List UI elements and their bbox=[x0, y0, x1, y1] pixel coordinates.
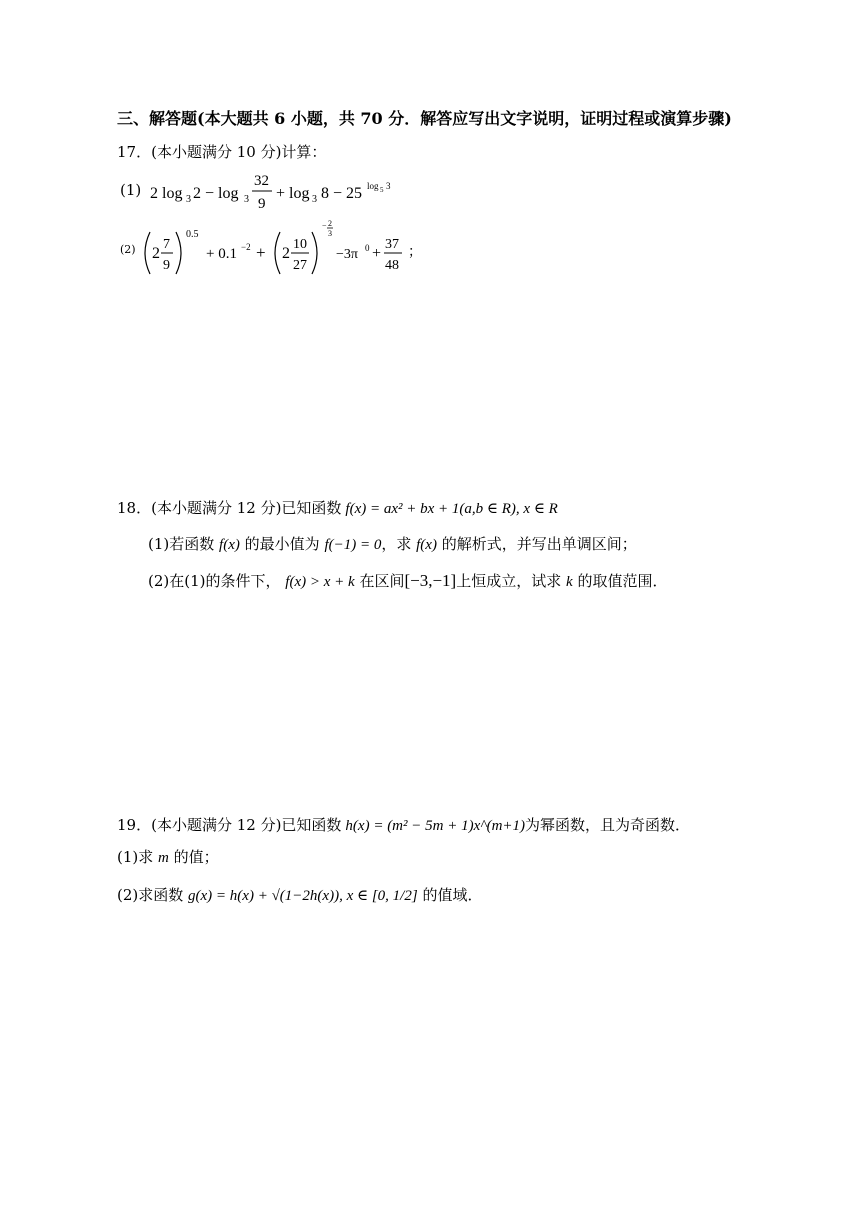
q19-p1-text-b: 的值； bbox=[173, 848, 219, 866]
q19-part2 bbox=[117, 880, 482, 911]
question-17-header: 17．(本小题满分 10 分)计算： bbox=[117, 143, 327, 161]
q19-p2-text-b: 的值域． bbox=[422, 886, 483, 904]
q18-p2-text-a: (2)在(1)的条件下， bbox=[148, 572, 281, 590]
q17-part1-label: (1) bbox=[120, 181, 142, 199]
q18-p1-text-b: 的最小值为 bbox=[244, 535, 320, 553]
q18-header-math: f(x) = ax² + bx + 1(a,b ∈ R), x ∈ R bbox=[345, 501, 558, 517]
svg-text:+ log: + log bbox=[276, 185, 310, 202]
svg-text:9: 9 bbox=[258, 196, 266, 212]
svg-text:3: 3 bbox=[386, 181, 391, 191]
q18-p1-text-d: 的解析式，并写出单调区间； bbox=[441, 535, 637, 553]
section-title: 三、解答题(本大题共 6 小题，共 70 分．解答应写出文字说明，证明过程或演算步骤) bbox=[117, 109, 732, 128]
svg-text:−: − bbox=[322, 221, 327, 230]
svg-text:+: + bbox=[256, 243, 266, 262]
q18-part1 bbox=[148, 529, 637, 560]
q17-part1 bbox=[120, 172, 420, 212]
svg-text:+ 0.1: + 0.1 bbox=[206, 246, 237, 262]
svg-text:log: log bbox=[367, 181, 379, 191]
q19-part1 bbox=[117, 842, 219, 873]
q18-p2-text-c: 上恒成立，试求 bbox=[456, 572, 562, 590]
q17-part1-formula bbox=[150, 172, 420, 212]
q17-part2 bbox=[120, 216, 420, 280]
svg-text:2: 2 bbox=[152, 245, 160, 262]
q18-part2 bbox=[148, 566, 667, 597]
q17-part2-formula bbox=[138, 216, 410, 280]
question-19-header bbox=[117, 810, 690, 841]
svg-text:3: 3 bbox=[244, 194, 249, 205]
q19-header-tail: 为幂函数，且为奇函数． bbox=[525, 816, 691, 834]
svg-text:−3π: −3π bbox=[336, 247, 358, 262]
svg-text:0: 0 bbox=[365, 243, 370, 253]
svg-text:37: 37 bbox=[385, 237, 399, 252]
q18-p2-interval: [−3,−1] bbox=[404, 571, 457, 590]
q18-p2-text-b: 在区间 bbox=[359, 572, 405, 590]
svg-text:9: 9 bbox=[163, 258, 170, 273]
svg-text:48: 48 bbox=[385, 258, 399, 273]
q19-p2-math: g(x) = h(x) + √(1−2h(x)), x ∈ [0, 1/2] bbox=[188, 888, 418, 904]
question-18-header bbox=[117, 493, 558, 524]
svg-text:3: 3 bbox=[328, 229, 332, 238]
q18-p2-text-d: 的取值范围． bbox=[577, 572, 668, 590]
svg-text:27: 27 bbox=[293, 258, 307, 273]
q19-p1-m: m bbox=[158, 850, 169, 866]
svg-text:−2: −2 bbox=[241, 242, 251, 252]
q19-header-text: 19．(本小题满分 12 分)已知函数 bbox=[117, 816, 342, 834]
svg-text:0.5: 0.5 bbox=[186, 229, 199, 240]
q17-part2-label: (2) bbox=[120, 243, 136, 256]
svg-text:+: + bbox=[372, 245, 382, 262]
svg-text:10: 10 bbox=[293, 237, 307, 252]
svg-text:2: 2 bbox=[282, 245, 290, 262]
q18-p2-inequality: f(x) > x + k bbox=[285, 574, 355, 590]
svg-text:3: 3 bbox=[186, 194, 191, 205]
svg-text:2 log: 2 log bbox=[150, 185, 183, 202]
q18-header-text: 18．(本小题满分 12 分)已知函数 bbox=[117, 499, 342, 517]
q19-header-math: h(x) = (m² − 5m + 1)x^(m+1) bbox=[345, 818, 526, 834]
q18-p2-k: k bbox=[566, 574, 573, 590]
svg-text:2 − log: 2 − log bbox=[193, 185, 239, 202]
svg-text:2: 2 bbox=[328, 219, 332, 228]
q18-p1-fmin: f(−1) = 0 bbox=[324, 537, 382, 553]
svg-text:3: 3 bbox=[312, 194, 317, 205]
q18-p1-text-a: (1)若函数 bbox=[148, 535, 215, 553]
svg-text:8 − 25: 8 − 25 bbox=[321, 185, 363, 202]
q18-p1-fx: f(x) bbox=[219, 537, 240, 553]
q18-p1-text-c: ，求 bbox=[381, 535, 412, 553]
svg-text:32: 32 bbox=[254, 173, 269, 189]
svg-text:7: 7 bbox=[163, 237, 170, 252]
q19-p1-text-a: (1)求 bbox=[117, 848, 154, 866]
q17-part2-tail: ； bbox=[408, 244, 422, 260]
q19-p2-text-a: (2)求函数 bbox=[117, 886, 184, 904]
svg-text:5: 5 bbox=[380, 186, 384, 194]
q18-p1-fx2: f(x) bbox=[416, 537, 437, 553]
